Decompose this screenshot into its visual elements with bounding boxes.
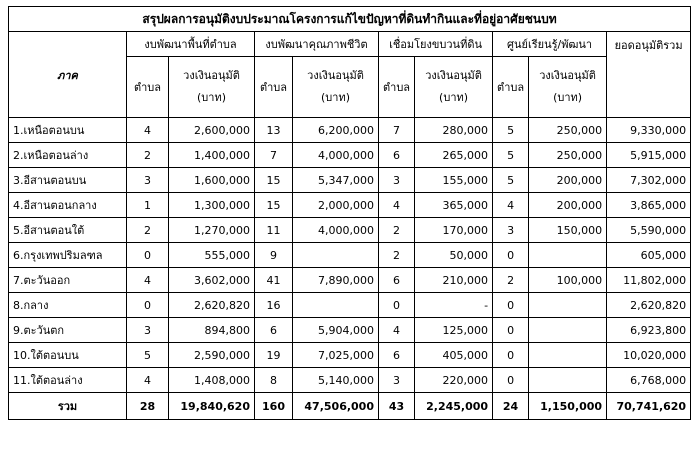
value-cell xyxy=(529,343,607,368)
value-cell: 2 xyxy=(379,243,415,268)
total-cell: 19,840,620 xyxy=(169,393,255,420)
value-cell: 0 xyxy=(379,293,415,318)
value-cell: 200,000 xyxy=(529,168,607,193)
value-cell: 5,915,000 xyxy=(607,143,691,168)
value-cell: 7 xyxy=(255,143,293,168)
region-cell: 10.ใต้ตอนบน xyxy=(9,343,127,368)
value-cell: 4,000,000 xyxy=(293,218,379,243)
value-cell: 4 xyxy=(127,268,169,293)
value-cell: 2,000,000 xyxy=(293,193,379,218)
value-cell: 0 xyxy=(493,243,529,268)
value-cell: 3 xyxy=(127,168,169,193)
value-cell: 3 xyxy=(379,368,415,393)
total-cell: 1,150,000 xyxy=(529,393,607,420)
value-cell: 7,025,000 xyxy=(293,343,379,368)
total-cell: 70,741,620 xyxy=(607,393,691,420)
value-cell: 6 xyxy=(255,318,293,343)
count-header: ตำบล xyxy=(379,57,415,118)
value-cell: - xyxy=(415,293,493,318)
value-cell: 250,000 xyxy=(529,118,607,143)
total-cell: 47,506,000 xyxy=(293,393,379,420)
region-cell: 8.กลาง xyxy=(9,293,127,318)
value-cell: 4,000,000 xyxy=(293,143,379,168)
total-cell: 28 xyxy=(127,393,169,420)
value-cell: 1,270,000 xyxy=(169,218,255,243)
table-row xyxy=(9,318,691,343)
table-row xyxy=(9,118,691,143)
table-row xyxy=(9,343,691,368)
value-cell: 5,904,000 xyxy=(293,318,379,343)
total-cell: 2,245,000 xyxy=(415,393,493,420)
value-cell: 13 xyxy=(255,118,293,143)
value-cell: 0 xyxy=(493,343,529,368)
group-header-total: ยอดอนุมัติรวม xyxy=(607,32,691,118)
value-cell: 1 xyxy=(127,193,169,218)
region-cell: 2.เหนือตอนล่าง xyxy=(9,143,127,168)
value-cell: 0 xyxy=(493,318,529,343)
value-cell: 100,000 xyxy=(529,268,607,293)
value-cell: 3,602,000 xyxy=(169,268,255,293)
value-cell: 15 xyxy=(255,193,293,218)
value-cell: 250,000 xyxy=(529,143,607,168)
value-cell: 3 xyxy=(379,168,415,193)
count-header: ตำบล xyxy=(493,57,529,118)
value-cell: 0 xyxy=(493,368,529,393)
region-cell: 7.ตะวันออก xyxy=(9,268,127,293)
value-cell: 2,620,820 xyxy=(607,293,691,318)
value-cell: 2,590,000 xyxy=(169,343,255,368)
value-cell: 2 xyxy=(127,143,169,168)
amount-header: วงเงินอนุมัติ (บาท) xyxy=(169,57,255,118)
region-cell: 1.เหนือตอนบน xyxy=(9,118,127,143)
value-cell: 6,923,800 xyxy=(607,318,691,343)
value-cell xyxy=(529,243,607,268)
value-cell: 4 xyxy=(379,318,415,343)
value-cell xyxy=(529,293,607,318)
region-cell: 11.ใต้ตอนล่าง xyxy=(9,368,127,393)
value-cell: 1,400,000 xyxy=(169,143,255,168)
region-header: ภาค xyxy=(9,32,127,118)
budget-summary xyxy=(8,6,691,420)
value-cell: 4 xyxy=(127,368,169,393)
value-cell: 150,000 xyxy=(529,218,607,243)
value-cell: 19 xyxy=(255,343,293,368)
value-cell: 3 xyxy=(493,218,529,243)
value-cell: 2 xyxy=(379,218,415,243)
group-header-quality: งบพัฒนาคุณภาพชีวิต xyxy=(255,32,379,57)
table-row xyxy=(9,143,691,168)
value-cell: 1,600,000 xyxy=(169,168,255,193)
value-cell: 5 xyxy=(493,168,529,193)
value-cell: 2 xyxy=(493,268,529,293)
value-cell: 280,000 xyxy=(415,118,493,143)
value-cell: 200,000 xyxy=(529,193,607,218)
value-cell: 3 xyxy=(127,318,169,343)
amount-header: วงเงินอนุมัติ (บาท) xyxy=(415,57,493,118)
amount-header: วงเงินอนุมัติ (บาท) xyxy=(529,57,607,118)
value-cell: 220,000 xyxy=(415,368,493,393)
value-cell: 8 xyxy=(255,368,293,393)
total-row xyxy=(9,393,691,420)
value-cell: 170,000 xyxy=(415,218,493,243)
region-cell: 6.กรุงเทพปริมลฑล xyxy=(9,243,127,268)
value-cell: 2 xyxy=(127,218,169,243)
value-cell: 5,140,000 xyxy=(293,368,379,393)
value-cell: 4 xyxy=(379,193,415,218)
table-row xyxy=(9,268,691,293)
value-cell: 3,865,000 xyxy=(607,193,691,218)
region-cell: 9.ตะวันตก xyxy=(9,318,127,343)
group-header-network: เชื่อมโยงขบวนที่ดิน xyxy=(379,32,493,57)
value-cell: 5,347,000 xyxy=(293,168,379,193)
table-row xyxy=(9,218,691,243)
group-header-area: งบพัฒนาพื้นที่ตำบล xyxy=(127,32,255,57)
value-cell: 41 xyxy=(255,268,293,293)
value-cell xyxy=(293,243,379,268)
value-cell: 155,000 xyxy=(415,168,493,193)
value-cell: 365,000 xyxy=(415,193,493,218)
value-cell: 894,800 xyxy=(169,318,255,343)
value-cell: 2,600,000 xyxy=(169,118,255,143)
value-cell: 265,000 xyxy=(415,143,493,168)
value-cell: 125,000 xyxy=(415,318,493,343)
value-cell: 0 xyxy=(493,293,529,318)
value-cell: 50,000 xyxy=(415,243,493,268)
group-header-center: ศูนย์เรียนรู้/พัฒนา xyxy=(493,32,607,57)
value-cell: 9,330,000 xyxy=(607,118,691,143)
value-cell: 15 xyxy=(255,168,293,193)
value-cell xyxy=(529,368,607,393)
value-cell: 7 xyxy=(379,118,415,143)
value-cell: 5,590,000 xyxy=(607,218,691,243)
table-title: สรุปผลการอนุมัติงบประมาณโครงการแก้ไขปัญหาที่ดินทำกินและที่อยู่อาศัยชนบท xyxy=(9,7,691,32)
value-cell: 6 xyxy=(379,143,415,168)
value-cell: 2,620,820 xyxy=(169,293,255,318)
value-cell: 1,408,000 xyxy=(169,368,255,393)
value-cell: 5 xyxy=(127,343,169,368)
total-label: รวม xyxy=(9,393,127,420)
value-cell: 4 xyxy=(493,193,529,218)
budget-table xyxy=(8,6,691,420)
region-cell: 4.อีสานตอนกลาง xyxy=(9,193,127,218)
value-cell xyxy=(529,318,607,343)
count-header: ตำบล xyxy=(255,57,293,118)
value-cell: 555,000 xyxy=(169,243,255,268)
value-cell: 4 xyxy=(127,118,169,143)
total-cell: 24 xyxy=(493,393,529,420)
table-row xyxy=(9,168,691,193)
value-cell: 1,300,000 xyxy=(169,193,255,218)
value-cell: 605,000 xyxy=(607,243,691,268)
table-row xyxy=(9,243,691,268)
value-cell: 9 xyxy=(255,243,293,268)
region-cell: 5.อีสานตอนใต้ xyxy=(9,218,127,243)
value-cell: 16 xyxy=(255,293,293,318)
value-cell: 6 xyxy=(379,268,415,293)
total-cell: 43 xyxy=(379,393,415,420)
total-cell: 160 xyxy=(255,393,293,420)
value-cell: 6,768,000 xyxy=(607,368,691,393)
value-cell: 6,200,000 xyxy=(293,118,379,143)
value-cell: 0 xyxy=(127,243,169,268)
value-cell: 7,302,000 xyxy=(607,168,691,193)
value-cell: 5 xyxy=(493,118,529,143)
value-cell: 6 xyxy=(379,343,415,368)
value-cell: 405,000 xyxy=(415,343,493,368)
value-cell xyxy=(293,293,379,318)
value-cell: 210,000 xyxy=(415,268,493,293)
value-cell: 5 xyxy=(493,143,529,168)
table-row xyxy=(9,293,691,318)
value-cell: 11 xyxy=(255,218,293,243)
count-header: ตำบล xyxy=(127,57,169,118)
table-row xyxy=(9,193,691,218)
value-cell: 7,890,000 xyxy=(293,268,379,293)
value-cell: 0 xyxy=(127,293,169,318)
value-cell: 11,802,000 xyxy=(607,268,691,293)
region-cell: 3.อีสานตอนบน xyxy=(9,168,127,193)
table-row xyxy=(9,368,691,393)
value-cell: 10,020,000 xyxy=(607,343,691,368)
amount-header: วงเงินอนุมัติ (บาท) xyxy=(293,57,379,118)
